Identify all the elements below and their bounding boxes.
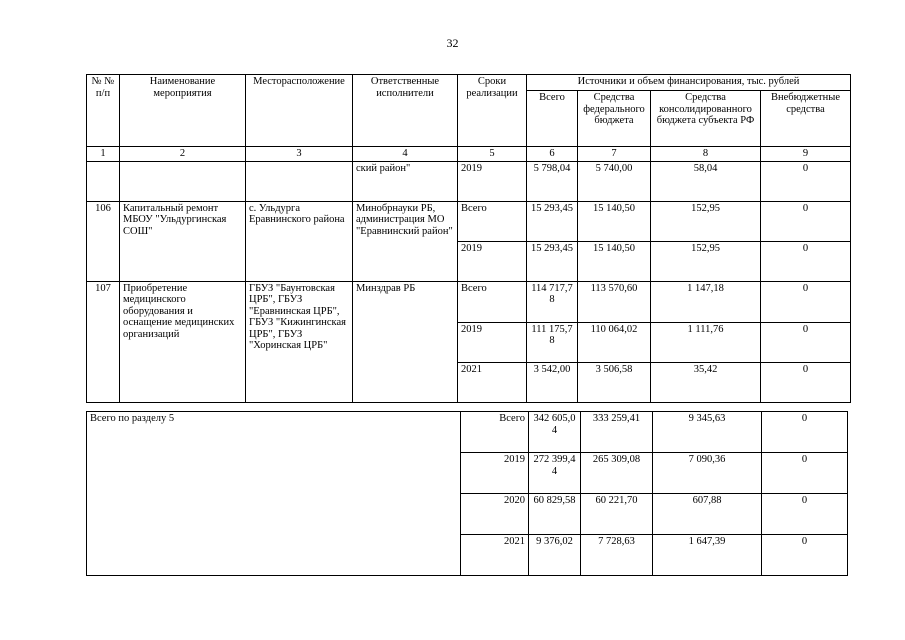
cell-offbudget: 0 bbox=[761, 241, 851, 281]
cell-total: 9 376,02 bbox=[529, 535, 581, 576]
cell-term: 2019 bbox=[458, 241, 527, 281]
header-location: Месторасположение bbox=[246, 75, 353, 147]
cell-offbudget: 0 bbox=[761, 362, 851, 402]
column-numbers-row bbox=[87, 147, 851, 162]
cell-name bbox=[120, 161, 246, 201]
cell-federal: 265 309,08 bbox=[581, 453, 653, 494]
col-number: 6 bbox=[527, 147, 578, 162]
cell-consolidated: 1 647,39 bbox=[653, 535, 762, 576]
header-row bbox=[87, 75, 851, 91]
cell-federal: 113 570,60 bbox=[578, 281, 651, 322]
cell-federal: 3 506,58 bbox=[578, 362, 651, 402]
cell-offbudget: 0 bbox=[761, 161, 851, 201]
header-responsible: Ответственные исполнители bbox=[353, 75, 458, 147]
cell-federal: 5 740,00 bbox=[578, 161, 651, 201]
cell-no bbox=[87, 161, 120, 201]
header-federal: Средства федерального бюджета bbox=[578, 91, 651, 147]
col-number: 3 bbox=[246, 147, 353, 162]
cell-term: 2019 bbox=[458, 161, 527, 201]
cell-offbudget: 0 bbox=[761, 281, 851, 322]
cell-total: 5 798,04 bbox=[527, 161, 578, 201]
cell-term: 2019 bbox=[461, 453, 529, 494]
col-number: 4 bbox=[353, 147, 458, 162]
page-number: 32 bbox=[446, 36, 459, 50]
cell-consolidated: 152,95 bbox=[651, 241, 761, 281]
table-row bbox=[87, 201, 851, 241]
col-number: 9 bbox=[761, 147, 851, 162]
cell-consolidated: 1 147,18 bbox=[651, 281, 761, 322]
cell-total: 114 717,78 bbox=[527, 281, 578, 322]
col-number: 1 bbox=[87, 147, 120, 162]
header-consolidated: Средства консолидированного бюджета субъекта РФ bbox=[651, 91, 761, 147]
cell-name: Приобретение медицинского оборудования и оснащение медицинских организаций bbox=[120, 281, 246, 402]
cell-federal: 110 064,02 bbox=[578, 322, 651, 362]
cell-consolidated: 152,95 bbox=[651, 201, 761, 241]
cell-federal: 15 140,50 bbox=[578, 201, 651, 241]
cell-offbudget: 0 bbox=[761, 322, 851, 362]
cell-location: с. Ульдурга Еравнинского района bbox=[246, 201, 353, 281]
cell-consolidated: 9 345,63 bbox=[653, 412, 762, 453]
cell-term: 2019 bbox=[458, 322, 527, 362]
cell-term: 2021 bbox=[458, 362, 527, 402]
header-total: Всего bbox=[527, 91, 578, 147]
cell-total: 3 542,00 bbox=[527, 362, 578, 402]
cell-responsible: Минобрнауки РБ, администрация МО "Еравнинский район" bbox=[353, 201, 458, 281]
cell-consolidated: 1 111,76 bbox=[651, 322, 761, 362]
cell-total: 15 293,45 bbox=[527, 201, 578, 241]
header-offbudget: Внебюджетные средства bbox=[761, 91, 851, 147]
cell-responsible: ский район" bbox=[353, 161, 458, 201]
cell-location: ГБУЗ "Баунтовская ЦРБ", ГБУЗ "Еравнинская ЦРБ", ГБУЗ "Кижингинская ЦРБ", ГБУЗ "Хоринская ЦРБ" bbox=[246, 281, 353, 402]
cell-term: 2021 bbox=[461, 535, 529, 576]
cell-federal: 333 259,41 bbox=[581, 412, 653, 453]
totals-row bbox=[87, 412, 848, 453]
cell-location bbox=[246, 161, 353, 201]
table-row bbox=[87, 161, 851, 201]
cell-consolidated: 607,88 bbox=[653, 494, 762, 535]
cell-name: Капитальный ремонт МБОУ "Ульдургинская СОШ" bbox=[120, 201, 246, 281]
cell-total: 15 293,45 bbox=[527, 241, 578, 281]
cell-federal: 7 728,63 bbox=[581, 535, 653, 576]
totals-label: Всего по разделу 5 bbox=[87, 412, 461, 576]
table-row bbox=[87, 281, 851, 322]
col-number: 2 bbox=[120, 147, 246, 162]
cell-offbudget: 0 bbox=[762, 494, 848, 535]
cell-total: 272 399,44 bbox=[529, 453, 581, 494]
cell-term: Всего bbox=[458, 281, 527, 322]
cell-term: Всего bbox=[458, 201, 527, 241]
col-number: 5 bbox=[458, 147, 527, 162]
cell-offbudget: 0 bbox=[761, 201, 851, 241]
header-no: № № п/п bbox=[87, 75, 120, 147]
cell-offbudget: 0 bbox=[762, 453, 848, 494]
header-name: Наименование мероприятия bbox=[120, 75, 246, 147]
section-totals-table bbox=[86, 411, 848, 576]
col-number: 8 bbox=[651, 147, 761, 162]
cell-offbudget: 0 bbox=[762, 535, 848, 576]
cell-consolidated: 58,04 bbox=[651, 161, 761, 201]
cell-total: 342 605,04 bbox=[529, 412, 581, 453]
cell-no: 106 bbox=[87, 201, 120, 281]
cell-no: 107 bbox=[87, 281, 120, 402]
cell-offbudget: 0 bbox=[762, 412, 848, 453]
cell-federal: 15 140,50 bbox=[578, 241, 651, 281]
cell-federal: 60 221,70 bbox=[581, 494, 653, 535]
cell-total: 111 175,78 bbox=[527, 322, 578, 362]
financing-table bbox=[86, 74, 851, 403]
cell-consolidated: 35,42 bbox=[651, 362, 761, 402]
cell-consolidated: 7 090,36 bbox=[653, 453, 762, 494]
cell-term: Всего bbox=[461, 412, 529, 453]
header-terms: Сроки реализации bbox=[458, 75, 527, 147]
col-number: 7 bbox=[578, 147, 651, 162]
cell-total: 60 829,58 bbox=[529, 494, 581, 535]
header-sources: Источники и объем финансирования, тыс. рублей bbox=[527, 75, 851, 91]
cell-responsible: Минздрав РБ bbox=[353, 281, 458, 402]
cell-term: 2020 bbox=[461, 494, 529, 535]
